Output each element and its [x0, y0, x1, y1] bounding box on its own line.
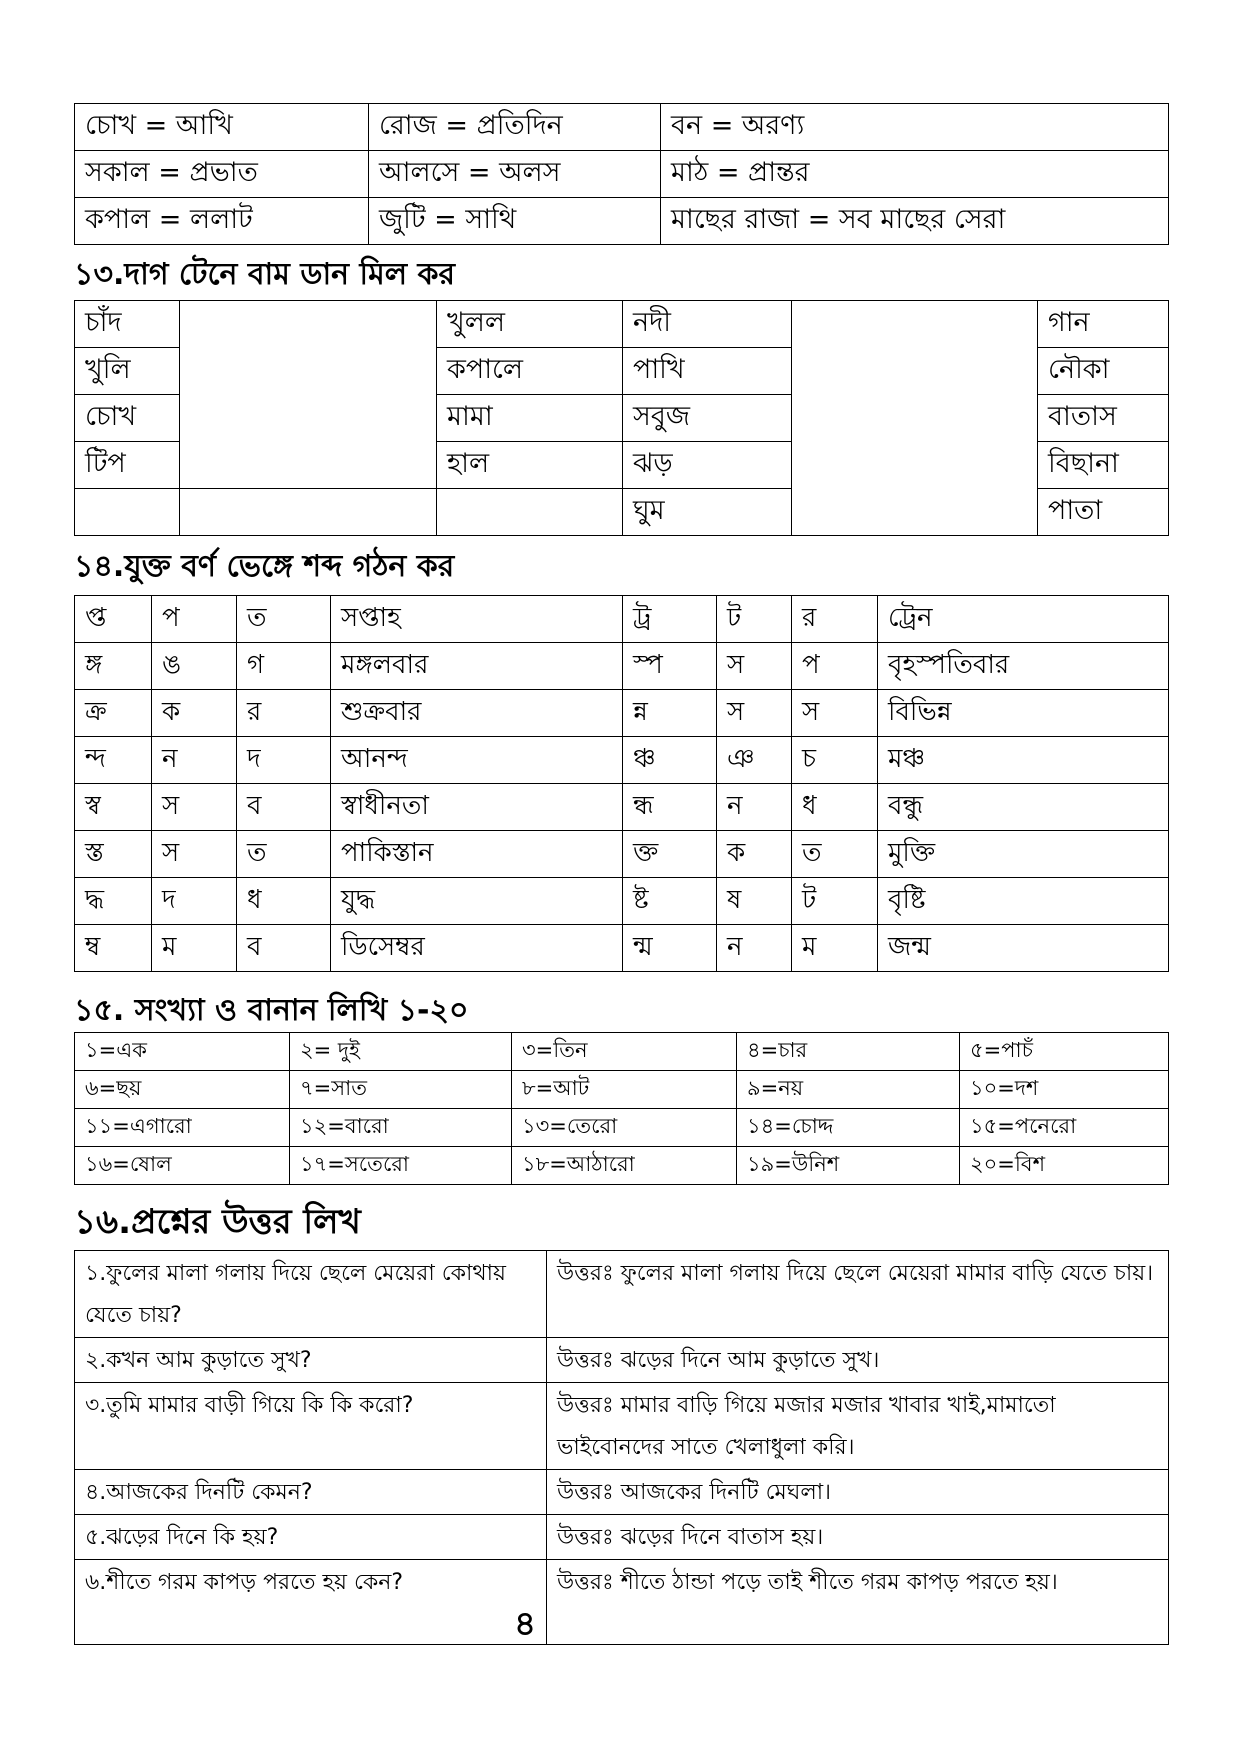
letter-cell: ষ [717, 878, 792, 925]
letter-cell: ট [717, 596, 792, 643]
conjunct-row [75, 784, 1169, 831]
numbers-table [74, 1032, 1169, 1185]
qa-row [75, 1383, 1169, 1470]
letter-cell: ষ্ট [623, 878, 717, 925]
synonym-cell: জুটি = সাথি [369, 198, 661, 245]
number-word: ১০=দশ [960, 1071, 1169, 1109]
question-text: ২.কখন আম কুড়াতে সুখ? [85, 1348, 312, 1373]
number-word: ১১=এগারো [75, 1109, 290, 1147]
synonym-cell: আলসে = অলস [369, 151, 661, 198]
answer-cell: উত্তরঃ আজকের দিনটি মেঘলা। [547, 1470, 1169, 1515]
conjunct-row [75, 878, 1169, 925]
number-word: ৮=আট [512, 1071, 737, 1109]
left-match-word: কপালে [437, 348, 623, 395]
matching-gap [792, 301, 1038, 536]
letter-cell: স্প [623, 643, 717, 690]
left-match-word: মামা [437, 395, 623, 442]
left-match-word [437, 489, 623, 536]
right-word: ঘুম [623, 489, 792, 536]
number-word: ১৮=আঠারো [512, 1147, 737, 1185]
letter-cell: ব [237, 784, 331, 831]
question-cell [75, 1515, 547, 1560]
left-match-word: খুলল [437, 301, 623, 348]
formed-word: পাকিস্তান [331, 831, 623, 878]
letter-cell: ন [717, 925, 792, 972]
left-word: খুলি [75, 348, 180, 395]
letter-cell: ন্ন [623, 690, 717, 737]
formed-word: জন্ম [878, 925, 1169, 972]
formed-word: ট্রেন [878, 596, 1169, 643]
letter-cell: স [717, 643, 792, 690]
number-word: ৩=তিন [512, 1033, 737, 1071]
formed-word: বিভিন্ন [878, 690, 1169, 737]
question-text: ৬.শীতে গরম কাপড় পরতে হয় কেন? [85, 1570, 404, 1595]
synonym-cell: মাছের রাজা = সব মাছের সেরা [661, 198, 1169, 245]
conjunct-row [75, 690, 1169, 737]
letter-cell: স্ত [75, 831, 152, 878]
answer-cell: উত্তরঃ শীতে ঠান্ডা পড়ে তাই শীতে গরম কাপড় পরতে হয়। [547, 1560, 1169, 1645]
section-16-heading: ১৬.প্রশ্নের উত্তর লিখ [74, 1202, 361, 1242]
answer-cell: উত্তরঃ ঝড়ের দিনে বাতাস হয়। [547, 1515, 1169, 1560]
letter-cell: দ [152, 878, 237, 925]
letter-cell: ঞ্চ [623, 737, 717, 784]
question-cell [75, 1560, 547, 1645]
question-cell [75, 1470, 547, 1515]
synonym-cell: কপাল = ললাট [75, 198, 369, 245]
number-word: ৫=পাচঁ [960, 1033, 1169, 1071]
formed-word: মঙ্গলবার [331, 643, 623, 690]
qa-row [75, 1338, 1169, 1383]
synonym-row [75, 151, 1169, 198]
letter-cell: প [152, 596, 237, 643]
letter-cell: ঙ [152, 643, 237, 690]
formed-word: বৃহস্পতিবার [878, 643, 1169, 690]
question-text: ৫.ঝড়ের দিনে কি হয়? [85, 1525, 279, 1550]
conjunct-row [75, 643, 1169, 690]
formed-word: আনন্দ [331, 737, 623, 784]
number-word: ১৫=পনেরো [960, 1109, 1169, 1147]
question-text: ১.ফুলের মালা গলায় দিয়ে ছেলে মেয়েরা কোথায় যেতে চায়? [85, 1261, 507, 1328]
matching-gap [180, 489, 437, 536]
right-word: সবুজ [623, 395, 792, 442]
letter-cell: ন্ধ [623, 784, 717, 831]
matching-row [75, 301, 1169, 348]
number-word: ১৩=তেরো [512, 1109, 737, 1147]
right-match-word: গান [1038, 301, 1169, 348]
synonym-cell: সকাল = প্রভাত [75, 151, 369, 198]
letter-cell: ত [237, 831, 331, 878]
number-word: ১২=বারো [290, 1109, 512, 1147]
section-15-heading: ১৫. সংখ্যা ও বানান লিখি ১-২০ [74, 993, 469, 1028]
letter-cell: ক্ত [623, 831, 717, 878]
page-number: ৪ [513, 1604, 536, 1644]
formed-word: মঞ্চ [878, 737, 1169, 784]
matching-table [74, 300, 1169, 536]
conjunct-row [75, 925, 1169, 972]
number-word: ৪=চার [737, 1033, 960, 1071]
synonym-row [75, 104, 1169, 151]
formed-word: ডিসেম্বর [331, 925, 623, 972]
answer-cell: উত্তরঃ ঝড়ের দিনে আম কুড়াতে সুখ। [547, 1338, 1169, 1383]
number-row [75, 1147, 1169, 1185]
formed-word: বৃষ্টি [878, 878, 1169, 925]
letter-cell: ন [717, 784, 792, 831]
letter-cell: ন [152, 737, 237, 784]
letter-cell: ন্দ [75, 737, 152, 784]
letter-cell: ধ [237, 878, 331, 925]
letter-cell: স [717, 690, 792, 737]
letter-cell: ট [792, 878, 878, 925]
number-word: ৬=ছয় [75, 1071, 290, 1109]
right-word: নদী [623, 301, 792, 348]
right-word: পাখি [623, 348, 792, 395]
number-word: ১৯=উনিশ [737, 1147, 960, 1185]
number-word: ১৭=সতেরো [290, 1147, 512, 1185]
conjunct-row [75, 737, 1169, 784]
letter-cell: স [152, 831, 237, 878]
letter-cell: ম [792, 925, 878, 972]
synonym-cell: চোখ = আখি [75, 104, 369, 151]
left-word [75, 489, 180, 536]
left-word: টিপ [75, 442, 180, 489]
letter-cell: ঙ্গ [75, 643, 152, 690]
number-word: ২= দুই [290, 1033, 512, 1071]
synonym-cell: রোজ = প্রতিদিন [369, 104, 661, 151]
letter-cell: প্ত [75, 596, 152, 643]
number-row [75, 1033, 1169, 1071]
matching-gap [180, 301, 437, 489]
letter-cell: স [152, 784, 237, 831]
conjunct-row [75, 831, 1169, 878]
section-14-heading: ১৪.যুক্ত বর্ণ ভেঙ্গে শব্দ গঠন কর [74, 549, 455, 584]
synonym-row [75, 198, 1169, 245]
qa-row [75, 1515, 1169, 1560]
formed-word: সপ্তাহ [331, 596, 623, 643]
qa-row [75, 1560, 1169, 1645]
letter-cell: প [792, 643, 878, 690]
left-word: চাঁদ [75, 301, 180, 348]
number-word: ১৬=ষোল [75, 1147, 290, 1185]
letter-cell: ক [152, 690, 237, 737]
number-row [75, 1109, 1169, 1147]
question-cell [75, 1383, 547, 1470]
letter-cell: র [237, 690, 331, 737]
letter-cell: ম [152, 925, 237, 972]
qa-row [75, 1251, 1169, 1338]
formed-word: বন্ধু [878, 784, 1169, 831]
conjunct-table [74, 595, 1169, 972]
right-word: ঝড় [623, 442, 792, 489]
letter-cell: ত [237, 596, 331, 643]
question-text: ৩.তুমি মামার বাড়ী গিয়ে কি কি করো? [85, 1393, 414, 1418]
letter-cell: চ [792, 737, 878, 784]
letter-cell: গ [237, 643, 331, 690]
left-match-word: হাল [437, 442, 623, 489]
question-cell [75, 1251, 547, 1338]
letter-cell: র [792, 596, 878, 643]
formed-word: যুদ্ধ [331, 878, 623, 925]
number-word: ২০=বিশ [960, 1147, 1169, 1185]
conjunct-row [75, 596, 1169, 643]
letter-cell: ধ [792, 784, 878, 831]
right-match-word: পাতা [1038, 489, 1169, 536]
synonym-table [74, 103, 1169, 245]
qa-table [74, 1250, 1169, 1645]
synonym-cell: মাঠ = প্রান্তর [661, 151, 1169, 198]
letter-cell: ঞ [717, 737, 792, 784]
number-word: ১৪=চোদ্দ [737, 1109, 960, 1147]
question-cell [75, 1338, 547, 1383]
right-match-word: বিছানা [1038, 442, 1169, 489]
letter-cell: স [792, 690, 878, 737]
letter-cell: ব [237, 925, 331, 972]
formed-word: স্বাধীনতা [331, 784, 623, 831]
number-word: ১=এক [75, 1033, 290, 1071]
answer-cell: উত্তরঃ ফুলের মালা গলায় দিয়ে ছেলে মেয়েরা মামার বাড়ি যেতে চায়। [547, 1251, 1169, 1338]
right-match-word: নৌকা [1038, 348, 1169, 395]
right-match-word: বাতাস [1038, 395, 1169, 442]
formed-word: শুক্রবার [331, 690, 623, 737]
formed-word: মুক্তি [878, 831, 1169, 878]
letter-cell: ট্র [623, 596, 717, 643]
letter-cell: ত [792, 831, 878, 878]
letter-cell: ম্ব [75, 925, 152, 972]
letter-cell: স্ব [75, 784, 152, 831]
left-word: চোখ [75, 395, 180, 442]
number-row [75, 1071, 1169, 1109]
letter-cell: ন্ম [623, 925, 717, 972]
number-word: ৯=নয় [737, 1071, 960, 1109]
qa-row [75, 1470, 1169, 1515]
synonym-cell: বন = অরণ্য [661, 104, 1169, 151]
letter-cell: ক [717, 831, 792, 878]
answer-cell: উত্তরঃ মামার বাড়ি গিয়ে মজার মজার খাবার খাই,মামাতো ভাইবোনদের সাতে খেলাধুলা করি। [547, 1383, 1169, 1470]
number-word: ৭=সাত [290, 1071, 512, 1109]
section-13-heading: ১৩.দাগ টেনে বাম ডান মিল কর [74, 257, 456, 292]
letter-cell: ক্র [75, 690, 152, 737]
letter-cell: দ [237, 737, 331, 784]
question-text: ৪.আজকের দিনটি কেমন? [85, 1480, 313, 1505]
letter-cell: দ্ধ [75, 878, 152, 925]
